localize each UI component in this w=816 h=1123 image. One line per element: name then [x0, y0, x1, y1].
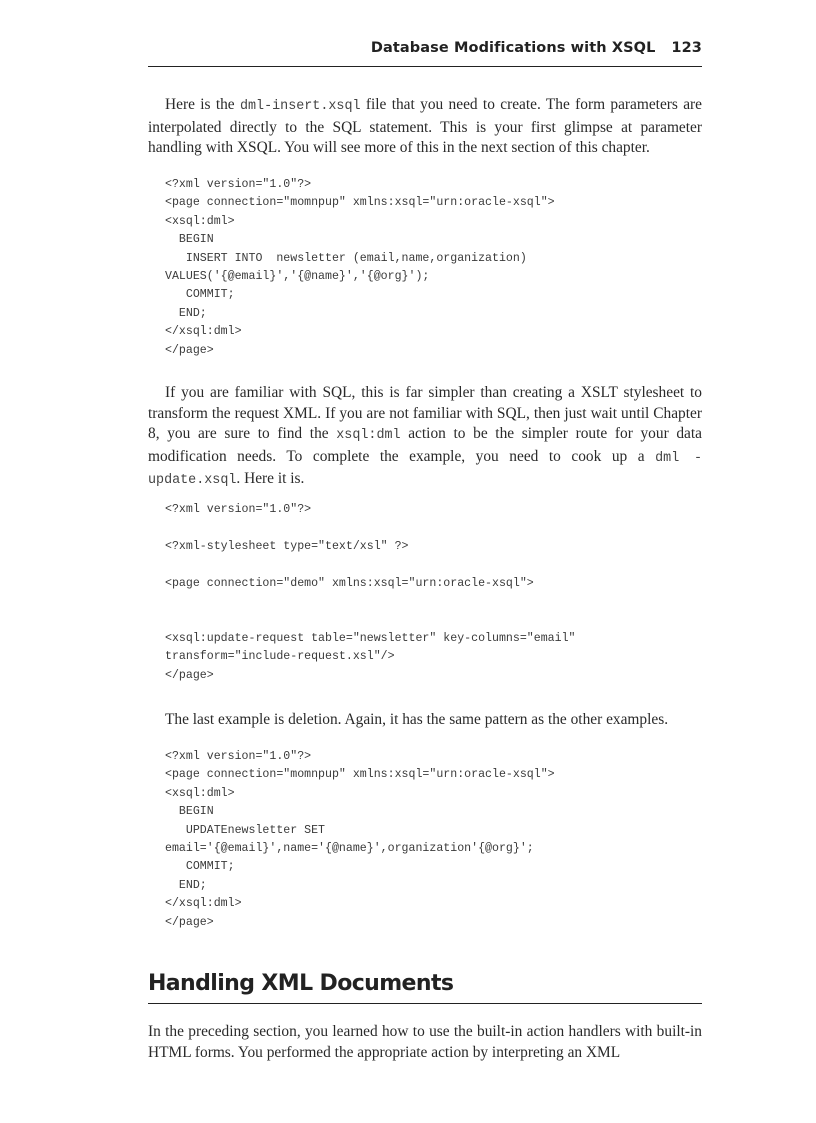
paragraph-deletion: The last example is deletion. Again, it has the same pattern as the other examples.	[165, 711, 669, 728]
inline-code-filename: dml-insert.xsql	[239, 99, 361, 114]
code-block-delete: <?xml version="1.0"?> <page connection="momnpup" xmlns:xsql="urn:oracle-xsql"> <xsql:dml> BEGIN UPDATEnewsletter SET email='{@email}',name='{@name}',organization'{@org}'; COMMIT; END; </xsql:dml> </page>	[165, 750, 555, 929]
code-block-update: <?xml version="1.0"?> <?xml-stylesheet type="text/xsl" ?> <page connection="demo" xmlns:xsql="urn:oracle-xsql"> <xsql:update-request table="newsletter" key-columns="email" transform="include-request.xsl"/> </page>	[165, 503, 576, 682]
running-header	[148, 40, 702, 67]
code-block-insert: <?xml version="1.0"?> <page connection="momnpup" xmlns:xsql="urn:oracle-xsql"> <xsql:dml> BEGIN INSERT INTO newsletter (email,name,organization) VALUES('{@email}','{@name}','{@org}'); COMMIT; END; </xsql:dml> </page>	[165, 178, 555, 357]
inline-code-action: xsql:dml	[336, 428, 401, 444]
section-heading: Handling XML Documents	[148, 969, 702, 1004]
paragraph-text: Here is the	[165, 96, 240, 113]
paragraph-sql-comparison	[148, 383, 702, 492]
paragraph-intro-insert	[148, 95, 702, 159]
page-number: 123	[671, 40, 702, 56]
paragraph-section-intro: In the preceding section, you learned how to use the built-in action handlers with built-in HTML forms. You performed the appropriate action by interpreting an XML	[148, 1023, 702, 1061]
paragraph-text: action to be the simpler route for your data modification needs. To complete the example, you need to cook up a	[148, 425, 702, 465]
paragraph-text: . Here it is.	[236, 470, 305, 488]
paragraph-text: file that you need to create. The form parameters are interpolated directly to the SQL statement. This is your first glimpse at parameter handling with XSQL. You will see more of this in the next section of this chapter.	[148, 96, 703, 157]
inline-code-filename: dml -update.xsql	[148, 450, 702, 489]
paragraph-text: If you are familiar with SQL, this is far simpler than creating a XSLT stylesheet to transform the request XML. If you are not familiar with SQL, then just wait until Chapter 8, you are sure to find the	[148, 384, 702, 443]
running-header-title: Database Modifications with XSQL	[370, 40, 656, 56]
